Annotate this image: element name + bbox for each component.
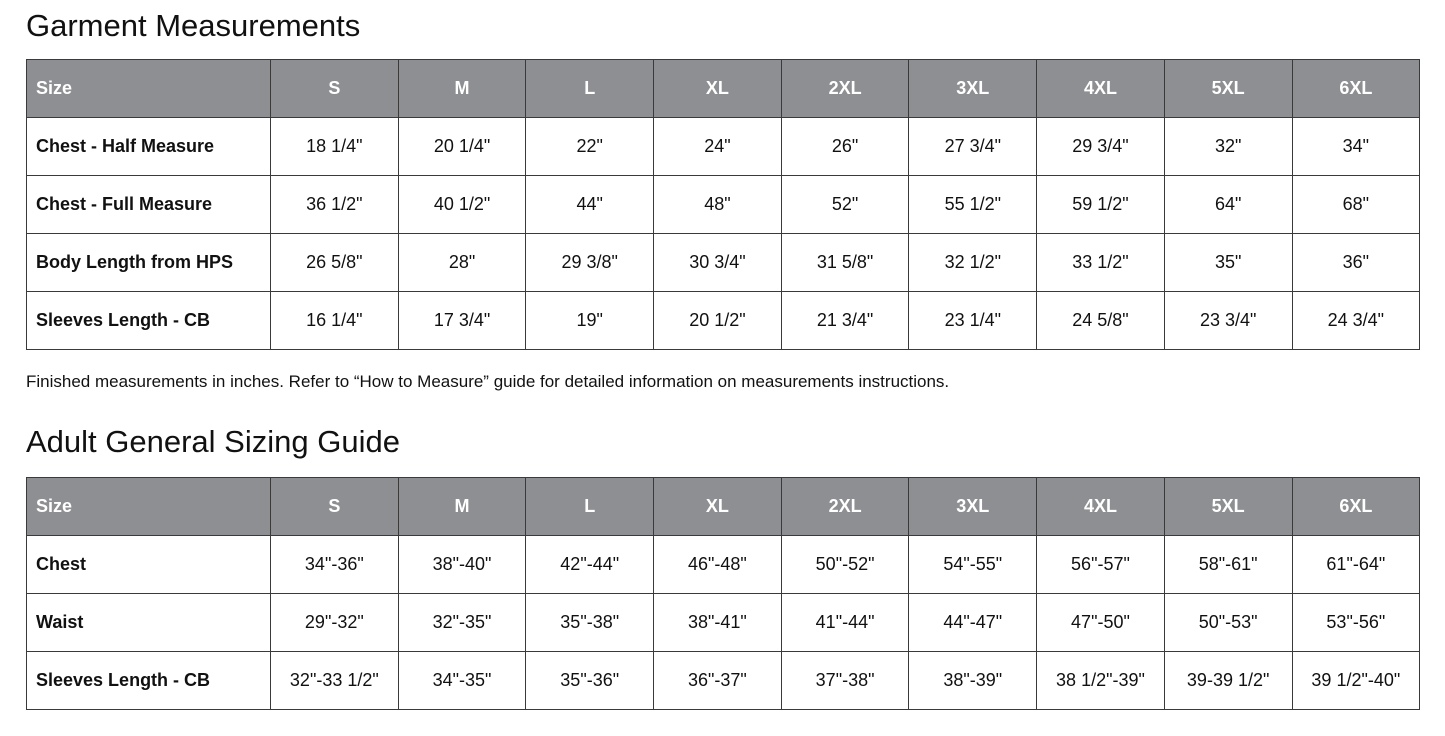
size-header-cell: 2XL bbox=[781, 60, 909, 118]
row-label: Sleeves Length - CB bbox=[27, 292, 271, 350]
table-cell: 38"-39" bbox=[909, 652, 1037, 710]
table-cell: 18 1/4" bbox=[271, 118, 399, 176]
table-cell: 22" bbox=[526, 118, 654, 176]
size-column-header: Size bbox=[27, 60, 271, 118]
size-header-cell: 5XL bbox=[1164, 478, 1292, 536]
size-header-cell: M bbox=[398, 478, 526, 536]
row-label: Chest - Full Measure bbox=[27, 176, 271, 234]
size-header-cell: 5XL bbox=[1164, 60, 1292, 118]
table-cell: 38"-40" bbox=[398, 536, 526, 594]
table-cell: 41"-44" bbox=[781, 594, 909, 652]
size-header-cell: 4XL bbox=[1037, 478, 1165, 536]
table-cell: 32" bbox=[1164, 118, 1292, 176]
garment-measurements-title: Garment Measurements bbox=[26, 8, 361, 43]
table-cell: 17 3/4" bbox=[398, 292, 526, 350]
size-header-cell: 4XL bbox=[1037, 60, 1165, 118]
table-cell: 40 1/2" bbox=[398, 176, 526, 234]
table-cell: 36"-37" bbox=[654, 652, 782, 710]
size-header-cell: L bbox=[526, 60, 654, 118]
size-header-cell: 3XL bbox=[909, 60, 1037, 118]
table-cell: 34" bbox=[1292, 118, 1420, 176]
table-cell: 53"-56" bbox=[1292, 594, 1420, 652]
table-row bbox=[27, 594, 1420, 652]
table-cell: 19" bbox=[526, 292, 654, 350]
size-header-cell: XL bbox=[654, 60, 782, 118]
table-cell: 39 1/2"-40" bbox=[1292, 652, 1420, 710]
table-cell: 34"-36" bbox=[271, 536, 399, 594]
table-cell: 27 3/4" bbox=[909, 118, 1037, 176]
table-cell: 23 3/4" bbox=[1164, 292, 1292, 350]
table-cell: 39-39 1/2" bbox=[1164, 652, 1292, 710]
table-cell: 47"-50" bbox=[1037, 594, 1165, 652]
size-header-cell: 2XL bbox=[781, 478, 909, 536]
table-cell: 46"-48" bbox=[654, 536, 782, 594]
table-header-row bbox=[27, 478, 1420, 536]
table-cell: 44"-47" bbox=[909, 594, 1037, 652]
size-header-cell: XL bbox=[654, 478, 782, 536]
size-header-cell: L bbox=[526, 478, 654, 536]
table-cell: 32"-35" bbox=[398, 594, 526, 652]
table-cell: 55 1/2" bbox=[909, 176, 1037, 234]
table-cell: 30 3/4" bbox=[654, 234, 782, 292]
table-cell: 54"-55" bbox=[909, 536, 1037, 594]
table-header-row bbox=[27, 60, 1420, 118]
table-row bbox=[27, 536, 1420, 594]
garment-measurements-table bbox=[26, 59, 1420, 350]
table-cell: 58"-61" bbox=[1164, 536, 1292, 594]
table-row bbox=[27, 176, 1420, 234]
table-cell: 48" bbox=[654, 176, 782, 234]
table-cell: 32"-33 1/2" bbox=[271, 652, 399, 710]
table-cell: 37"-38" bbox=[781, 652, 909, 710]
table-cell: 50"-53" bbox=[1164, 594, 1292, 652]
table-cell: 32 1/2" bbox=[909, 234, 1037, 292]
table-cell: 24 3/4" bbox=[1292, 292, 1420, 350]
sizing-guide-table bbox=[26, 477, 1420, 710]
table-cell: 20 1/4" bbox=[398, 118, 526, 176]
table-cell: 24 5/8" bbox=[1037, 292, 1165, 350]
table-cell: 61"-64" bbox=[1292, 536, 1420, 594]
table-cell: 36" bbox=[1292, 234, 1420, 292]
table-row bbox=[27, 118, 1420, 176]
table-cell: 26" bbox=[781, 118, 909, 176]
row-label: Waist bbox=[27, 594, 271, 652]
table-cell: 23 1/4" bbox=[909, 292, 1037, 350]
table-cell: 36 1/2" bbox=[271, 176, 399, 234]
table-cell: 26 5/8" bbox=[271, 234, 399, 292]
table-cell: 50"-52" bbox=[781, 536, 909, 594]
table-cell: 44" bbox=[526, 176, 654, 234]
table-cell: 24" bbox=[654, 118, 782, 176]
table-cell: 68" bbox=[1292, 176, 1420, 234]
table-row bbox=[27, 234, 1420, 292]
table-cell: 20 1/2" bbox=[654, 292, 782, 350]
row-label: Chest bbox=[27, 536, 271, 594]
sizing-guide-title: Adult General Sizing Guide bbox=[26, 424, 400, 459]
size-header-cell: 6XL bbox=[1292, 60, 1420, 118]
row-label: Chest - Half Measure bbox=[27, 118, 271, 176]
size-header-cell: 3XL bbox=[909, 478, 1037, 536]
measurement-note: Finished measurements in inches. Refer to “How to Measure” guide for detailed information on measurements instructions. bbox=[26, 372, 950, 391]
table-cell: 28" bbox=[398, 234, 526, 292]
table-cell: 29"-32" bbox=[271, 594, 399, 652]
size-header-cell: M bbox=[398, 60, 526, 118]
table-cell: 35"-36" bbox=[526, 652, 654, 710]
table-cell: 64" bbox=[1164, 176, 1292, 234]
row-label: Body Length from HPS bbox=[27, 234, 271, 292]
table-cell: 35"-38" bbox=[526, 594, 654, 652]
size-column-header: Size bbox=[27, 478, 271, 536]
size-header-cell: S bbox=[271, 60, 399, 118]
table-cell: 34"-35" bbox=[398, 652, 526, 710]
table-cell: 21 3/4" bbox=[781, 292, 909, 350]
size-header-cell: S bbox=[271, 478, 399, 536]
table-cell: 42"-44" bbox=[526, 536, 654, 594]
table-cell: 59 1/2" bbox=[1037, 176, 1165, 234]
table-cell: 38 1/2"-39" bbox=[1037, 652, 1165, 710]
table-cell: 31 5/8" bbox=[781, 234, 909, 292]
table-cell: 38"-41" bbox=[654, 594, 782, 652]
table-cell: 52" bbox=[781, 176, 909, 234]
row-label: Sleeves Length - CB bbox=[27, 652, 271, 710]
table-cell: 29 3/8" bbox=[526, 234, 654, 292]
table-row bbox=[27, 292, 1420, 350]
table-cell: 33 1/2" bbox=[1037, 234, 1165, 292]
table-cell: 35" bbox=[1164, 234, 1292, 292]
table-cell: 29 3/4" bbox=[1037, 118, 1165, 176]
table-cell: 56"-57" bbox=[1037, 536, 1165, 594]
table-cell: 16 1/4" bbox=[271, 292, 399, 350]
size-header-cell: 6XL bbox=[1292, 478, 1420, 536]
table-row bbox=[27, 652, 1420, 710]
